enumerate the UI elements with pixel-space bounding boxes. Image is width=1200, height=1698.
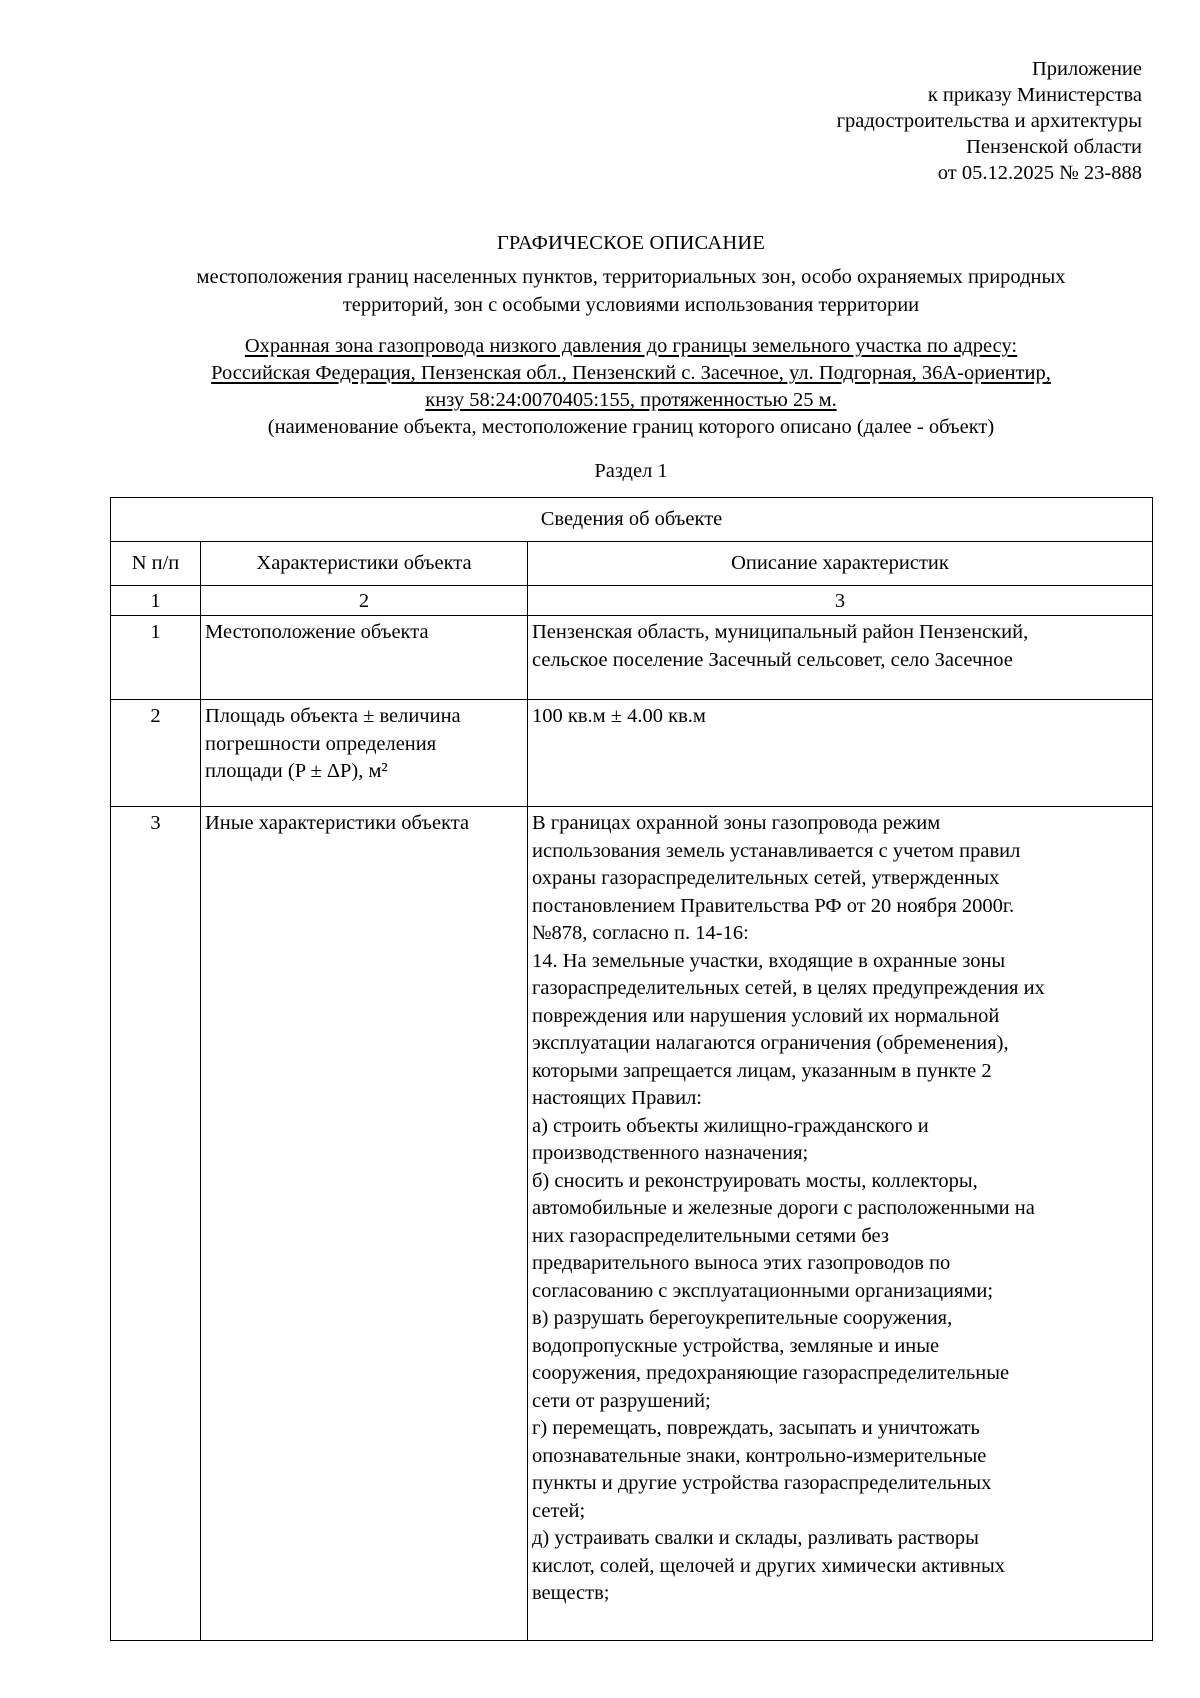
feature-line: погрешности определения bbox=[205, 732, 437, 755]
header-feature: Характеристики объекта bbox=[201, 542, 528, 586]
description-line: охраны газораспределительных сетей, утвержденных bbox=[532, 867, 1000, 889]
description-line: постановлением Правительства РФ от 20 ноября 2000г. bbox=[532, 894, 1015, 917]
description-line: настоящих Правил: bbox=[532, 1087, 703, 1109]
object-name-line: кнзу 58:24:0070405:155, протяженностью 25 м. bbox=[425, 389, 837, 411]
row-description bbox=[528, 700, 1153, 807]
description-line: кислот, солей, щелочей и других химически активных bbox=[532, 1554, 1006, 1577]
description-line: использования земель устанавливается с учетом правил bbox=[532, 839, 1021, 862]
description-line: сооружения, предохраняющие газораспределительные bbox=[532, 1362, 1010, 1384]
object-name-line: Охранная зона газопровода низкого давления до границы земельного участка по адресу: bbox=[244, 335, 1018, 357]
description-line: веществ; bbox=[532, 1582, 610, 1604]
description-line: опознавательные знаки, контрольно-измерительные bbox=[532, 1444, 987, 1467]
row-feature: Местоположение объекта bbox=[201, 616, 528, 700]
approval-block bbox=[542, 56, 1142, 186]
object-name-line: Российская Федерация, Пензенская обл., Пензенский с. Засечное, ул. Подгорная, 36А-ориентир, bbox=[211, 362, 1051, 384]
description-line: №878, согласно п. 14-16: bbox=[532, 922, 749, 944]
column-number: 1 bbox=[111, 586, 201, 616]
document-title: ГРАФИЧЕСКОЕ ОПИСАНИЕ bbox=[496, 232, 766, 254]
object-name-caption: (наименование объекта, местоположение границ которого описано (далее - объект) bbox=[267, 416, 995, 438]
description-line: согласованию с эксплуатационными организациями; bbox=[532, 1279, 994, 1302]
feature-line: Площадь объекта ± величина bbox=[205, 705, 461, 727]
description-line: автомобильные и железные дороги с расположенными на bbox=[532, 1197, 1035, 1219]
description-line: сетей; bbox=[532, 1499, 586, 1522]
description-line: производственного назначения; bbox=[532, 1142, 809, 1164]
subtitle-line: территорий, зон с особыми условиями использования территории bbox=[342, 294, 920, 316]
description-line: в) разрушать берегоукрепительные сооружения, bbox=[532, 1307, 953, 1329]
header-number: N п/п bbox=[111, 542, 201, 586]
approval-line: градостроительства и архитектуры bbox=[836, 110, 1142, 132]
object-info-table bbox=[110, 497, 1153, 1641]
row-description bbox=[528, 616, 1153, 700]
row-feature bbox=[201, 700, 528, 807]
description-line: которыми запрещается лицам, указанным в пункте 2 bbox=[532, 1059, 992, 1082]
table-row bbox=[111, 616, 1153, 700]
description-line: 100 кв.м ± 4.00 кв.м bbox=[532, 705, 706, 727]
approval-line: к приказу Министерства bbox=[927, 84, 1142, 106]
description-line: В границах охранной зоны газопровода режим bbox=[532, 812, 941, 834]
object-name-block bbox=[110, 333, 1152, 441]
approval-date-number: от 05.12.2025 № 23-888 bbox=[937, 162, 1142, 184]
description-line: д) устраивать свалки и склады, разливать растворы bbox=[532, 1527, 979, 1549]
description-line: сети от разрушений; bbox=[532, 1389, 711, 1412]
table-caption: Сведения об объекте bbox=[111, 498, 1153, 542]
row-number: 3 bbox=[111, 807, 201, 1641]
description-line: пункты и другие устройства газораспределительных bbox=[532, 1472, 992, 1494]
description-line: предварительного выноса этих газопроводов по bbox=[532, 1252, 951, 1274]
subtitle-line: местоположения границ населенных пунктов, территориальных зон, особо охраняемых природных bbox=[196, 266, 1066, 288]
description-line: б) сносить и реконструировать мосты, коллекторы, bbox=[532, 1169, 978, 1192]
table-row bbox=[111, 807, 1153, 1641]
description-line: эксплуатации налагаются ограничения (обременения), bbox=[532, 1032, 1009, 1054]
header-description: Описание характеристик bbox=[528, 542, 1153, 586]
column-number: 2 bbox=[201, 586, 528, 616]
description-line: 14. На земельные участки, входящие в охранные зоны bbox=[532, 949, 1006, 972]
description-line: а) строить объекты жилищно-гражданского и bbox=[532, 1114, 929, 1137]
feature-line: площади (P ± ΔP), м² bbox=[205, 760, 388, 782]
description-line: газораспределительных сетей, в целях предупреждения их bbox=[532, 977, 1045, 999]
document-subtitle bbox=[112, 263, 1150, 319]
table-row bbox=[111, 700, 1153, 807]
section-label: Раздел 1 bbox=[594, 460, 668, 482]
row-number: 2 bbox=[111, 700, 201, 807]
description-line: повреждения или нарушения условий их нормальной bbox=[532, 1004, 1000, 1027]
row-description bbox=[528, 807, 1153, 1641]
approval-line: Пензенской области bbox=[966, 136, 1142, 158]
row-feature: Иные характеристики объекта bbox=[201, 807, 528, 1641]
description-line: них газораспределительными сетями без bbox=[532, 1224, 889, 1247]
approval-line: Приложение bbox=[1031, 58, 1142, 80]
row-number: 1 bbox=[111, 616, 201, 700]
description-line: сельское поселение Засечный сельсовет, село Засечное bbox=[532, 648, 1013, 671]
description-line: г) перемещать, повреждать, засыпать и уничтожать bbox=[532, 1417, 980, 1439]
description-line: Пензенская область, муниципальный район Пензенский, bbox=[532, 621, 1029, 643]
column-number: 3 bbox=[528, 586, 1153, 616]
description-line: водопропускные устройства, земляные и иные bbox=[532, 1334, 940, 1357]
